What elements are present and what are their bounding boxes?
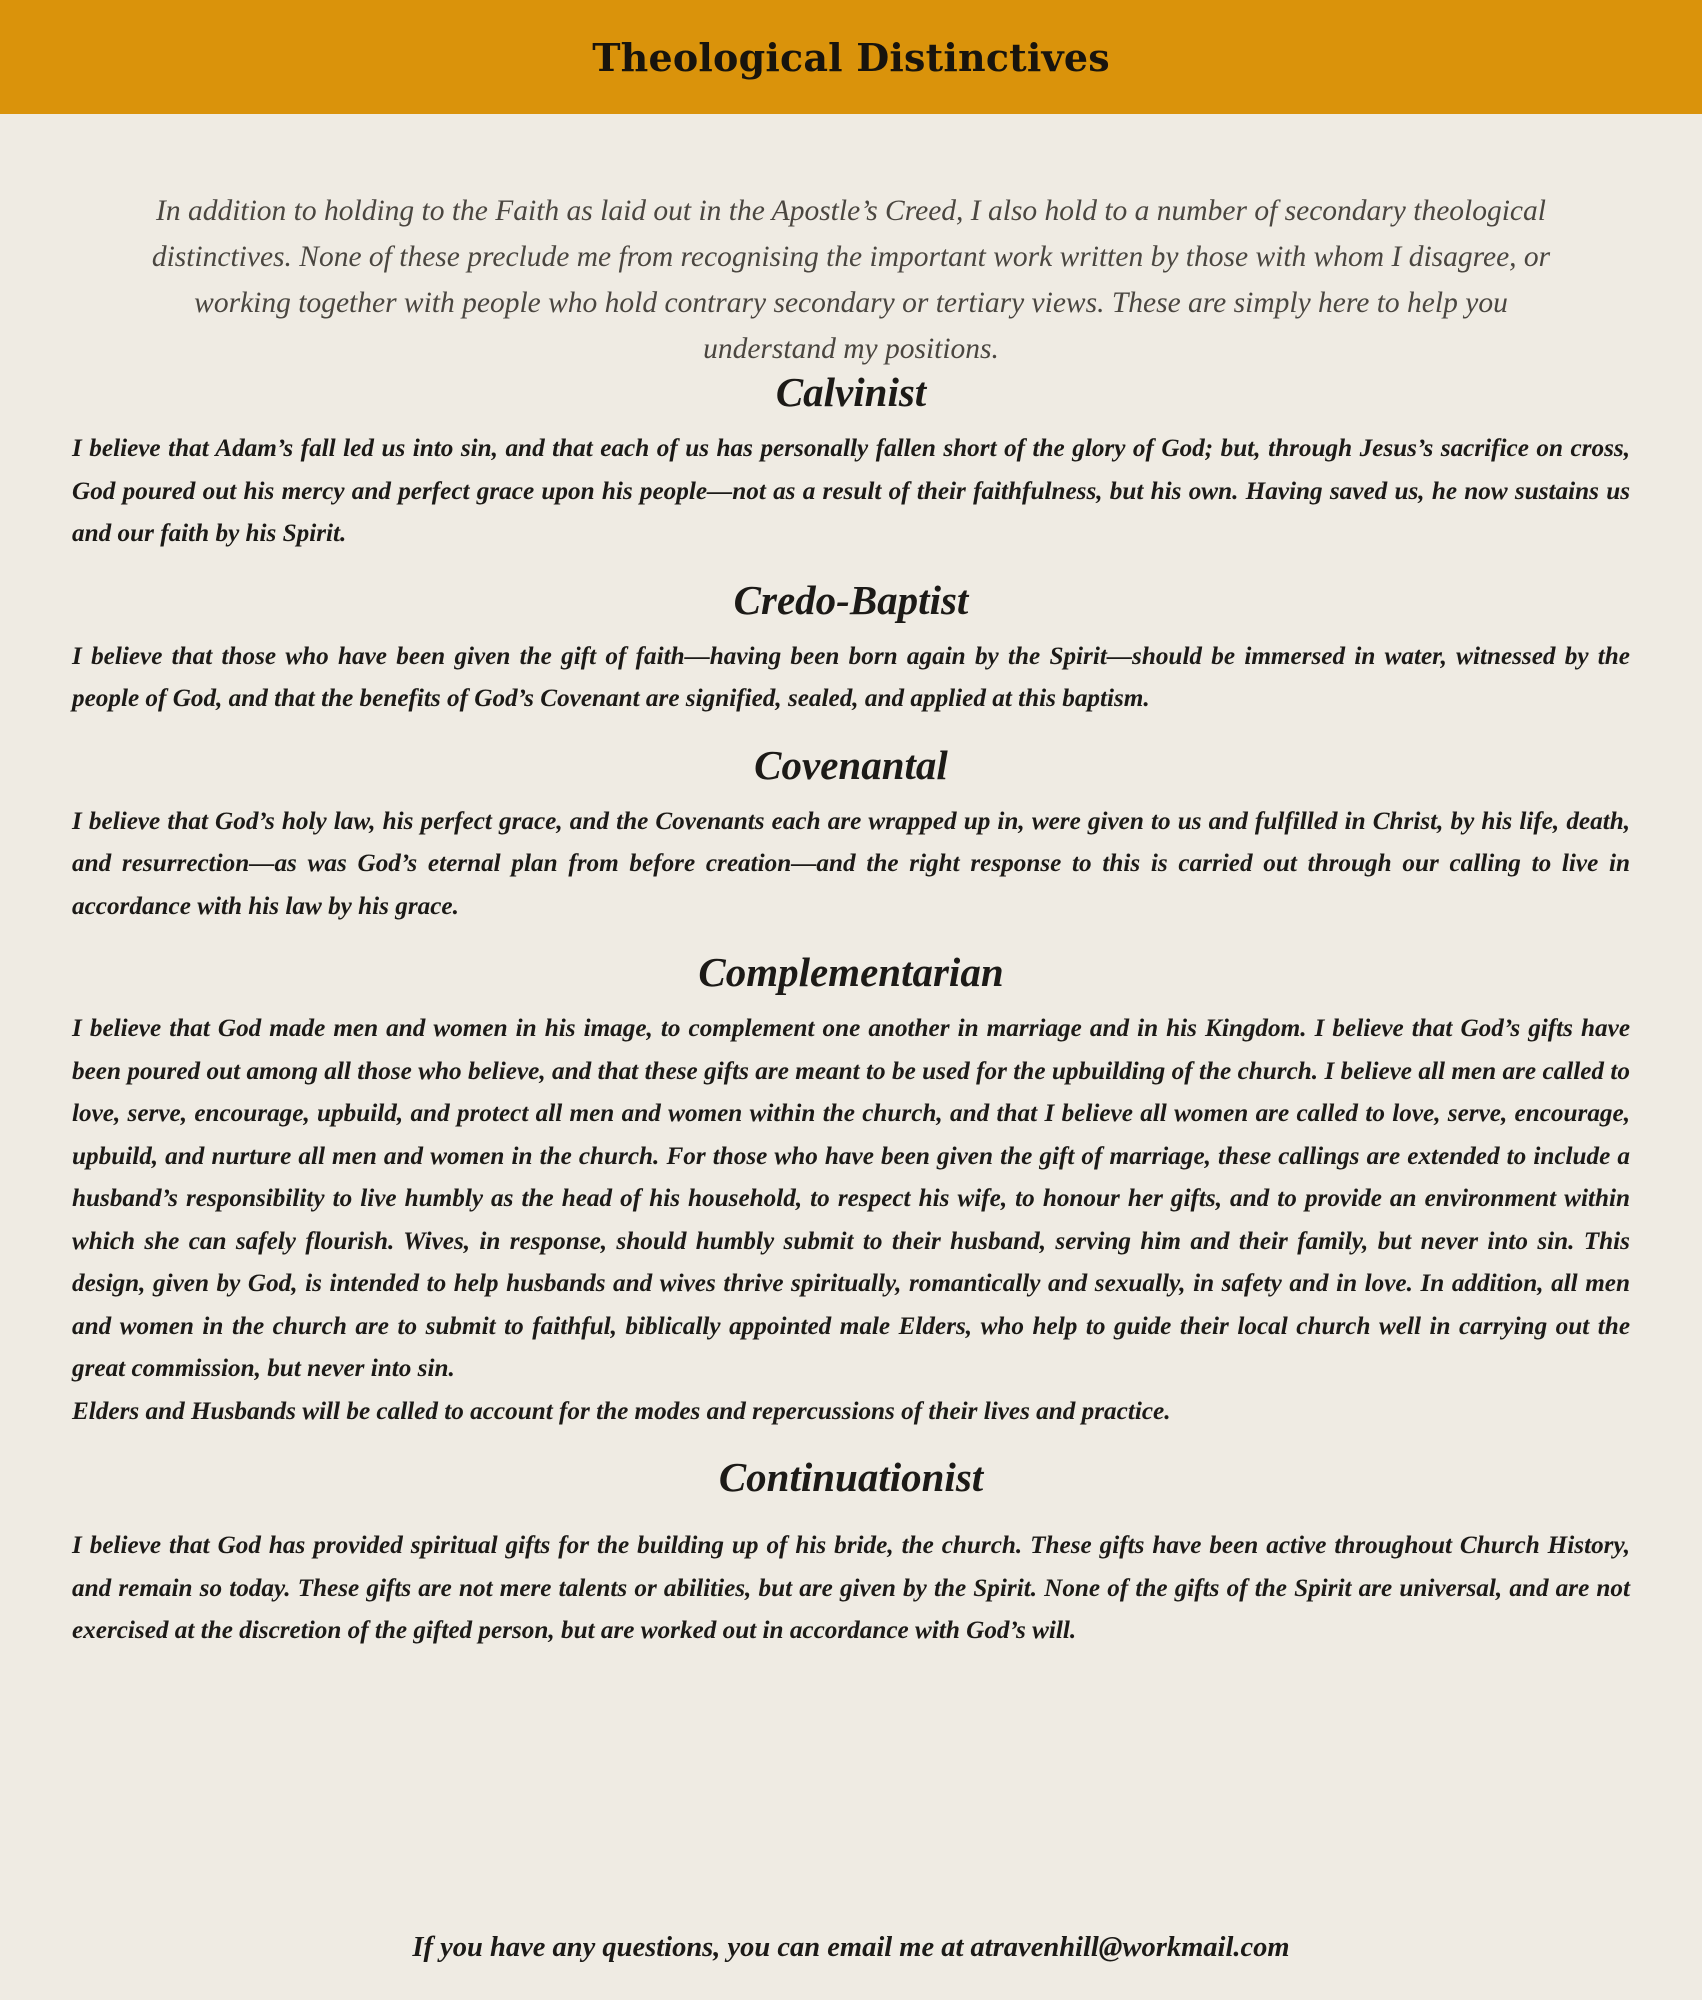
page-title: Theological Distinctives (592, 34, 1110, 80)
section-complementarian (72, 946, 1630, 1433)
section-body-continuationist: I believe that God has provided spiritual gifts for the building up of his bride, the church. These gifts have been active throughout Church History, and remain so today. These gifts are not mere talents or abilities, but are given by the Spirit. None of the gifts of the Spirit are universal, and are not exercised at the discretion of the gifted person, but are worked out in accordance with God’s will. (72, 1532, 1630, 1644)
section-body-complementarian-main: I believe that God made men and women in his image, to complement one another in marriage and in his Kingdom. I believe that God’s gifts have been poured out among all those who believe, and that these gifts are meant to be used for the upbuilding of the church. I believe all men are called to love, serve, encourage, upbuild, and protect all men and women within the church, and that I believe all women are called to love, serve, encourage, upbuild, and nurture all men and women in the church. For those who have been given the gift of marriage, these callings are extended to include a husband’s responsibility to live humbly as the head of his household, to respect his wife, to honour her gifts, and to provide an environment within which she can safely flourish. Wives, in response, should humbly submit to their husband, serving him and their family, but never into sin. This design, given by God, is intended to help husbands and wives thrive spiritually, romantically and sexually, in safety and in love. In addition, all men and women in the church are to submit to faithful, biblically appointed male Elders, who help to guide their local church well in carrying out the great commission, but never into sin. (72, 1015, 1630, 1382)
section-body-covenantal: I believe that God’s holy law, his perfect grace, and the Covenants each are wrapped up in, were given to us and fulfilled in Christ, by his life, death, and resurrection—as was God’s eternal plan from before creation—and the right response to this is carried out through our calling to live in accordance with his law by his grace. (72, 807, 1630, 920)
section-calvinist (72, 366, 1630, 556)
intro-paragraph: In addition to holding to the Faith as laid out in the Apostle’s Creed, I also hold to a number of secondary theological distinctives. None of these preclude me from recognising the important work written by those with whom I disagree, or working together with people who hold contrary secondary or tertiary views. These are simply here to help you understand my positions. (151, 194, 1551, 365)
header-bar (0, 0, 1702, 114)
section-body-complementarian (72, 1008, 1630, 1433)
section-body-calvinist: I believe that Adam’s fall led us into sin, and that each of us has personally fallen short of the glory of God; but, through Jesus’s sacrifice on cross, God poured out his mercy and perfect grace upon his people—not as a result of their faithfulness, but his own. Having saved us, he now sustains us and our faith by his Spirit. (72, 435, 1630, 547)
section-heading-continuationist: Continuationist (718, 1454, 984, 1500)
contact-line: If you have any questions, you can email me at atravenhill@workmail.com (412, 1932, 1290, 1963)
section-heading-covenantal: Covenantal (754, 741, 948, 788)
section-heading-calvinist: Calvinist (775, 369, 927, 415)
section-credo-baptist (72, 574, 1630, 721)
section-body-credo-baptist: I believe that those who have been given the gift of faith—having been born again by the Spirit—should be immersed in water, witnessed by the people of God, and that the benefits of God’s Covenant are signified, sealed, and applied at this baptism. (72, 642, 1630, 712)
section-heading-complementarian: Complementarian (698, 949, 1004, 995)
section-covenantal (72, 739, 1630, 929)
section-heading-credo-baptist: Credo-Baptist (733, 576, 969, 623)
distinctives-list (72, 366, 1630, 1671)
section-continuationist (72, 1451, 1630, 1653)
section-body-complementarian-closing: Elders and Husbands will be called to account for the modes and repercussions of their lives and practice. (72, 1397, 1171, 1425)
